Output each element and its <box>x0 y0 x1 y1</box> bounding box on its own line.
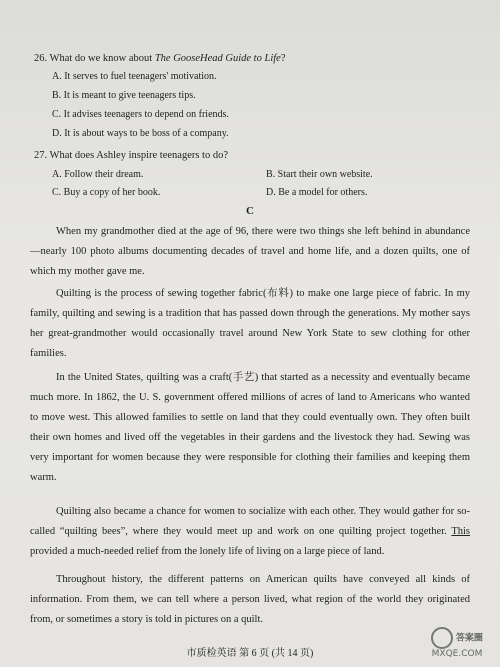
paragraph-3: In the United States, quilting was a craft(手艺) that started as a necessity and eventually became much more. In 1862, the U. S. government offered millions of acres of land to Americans who wanted to move west. This allowed families to settle on land that they could eventually own. They often built their own homes and lived off the vegetables in their gardens and the livestock they had. Sewing was very important for women because they were responsible for clothing their families and keeping them warm. <box>30 372 470 483</box>
paragraph-2: Quilting is the process of sewing together fabric(布料) to make one large piece of fabric. In my family, quilting and sewing is a tradition that has passed down through the generations. My mother says her great-grandmother would occasionally travel around New York State to sew clothing for other families. <box>30 288 470 359</box>
paragraph-4-text: Quilting also became a chance for women to socialize with each other. They would gather for so-called “quilting bees”, where they would meet up and work on one quilting project together. <box>30 506 470 537</box>
question-27-stem: 27. What does Ashley inspire teenagers to do? <box>34 150 229 161</box>
q26-option-a: A. It serves to fuel teenagers' motivation. <box>52 71 217 82</box>
q26-option-d: D. It is about ways to be boss of a company. <box>52 128 229 139</box>
page-footer: 市质检英语 第 6 页 (共 14 页) <box>186 648 314 659</box>
paragraph-4-rest: provided a much-needed relief from the lonely life of living on a large piece of land. <box>30 546 385 557</box>
q27-option-a: A. Follow their dream. <box>52 169 144 180</box>
q27-option-c: C. Buy a copy of her book. <box>52 187 161 198</box>
paragraph-4 <box>30 502 470 562</box>
question-26-text: 26. What do we know about <box>34 53 155 64</box>
section-label: C <box>246 205 254 217</box>
q26-option-c: C. It advises teenagers to depend on friends. <box>52 109 229 120</box>
logo-icon <box>431 627 453 649</box>
site-logo <box>422 627 492 661</box>
question-26-mark: ? <box>280 53 286 64</box>
underlined-this: This <box>451 526 471 537</box>
logo-url: MXQE.COM <box>431 649 483 659</box>
paragraph-1: When my grandmother died at the age of 96, there were two things she left behind in abundance—nearly 100 photo albums documenting decades of travel and home life, and a dozen quilts, one of which my mother gave me. <box>30 226 470 277</box>
logo-text: 答案圈 <box>455 633 483 644</box>
paragraph-5: Throughout history, the different patterns on American quilts have conveyed all kinds of information. From them, we can tell where a person lived, what region of the world they originated from, or sometimes a story is told in pictures on a quilt. <box>30 574 470 625</box>
q27-option-d: D. Be a model for others. <box>266 187 368 198</box>
q27-option-b: B. Start their own website. <box>266 169 373 180</box>
book-title: The GooseHead Guide to Life <box>154 53 281 64</box>
q26-option-b: B. It is meant to give teenagers tips. <box>52 90 196 101</box>
question-26-stem <box>34 52 286 65</box>
